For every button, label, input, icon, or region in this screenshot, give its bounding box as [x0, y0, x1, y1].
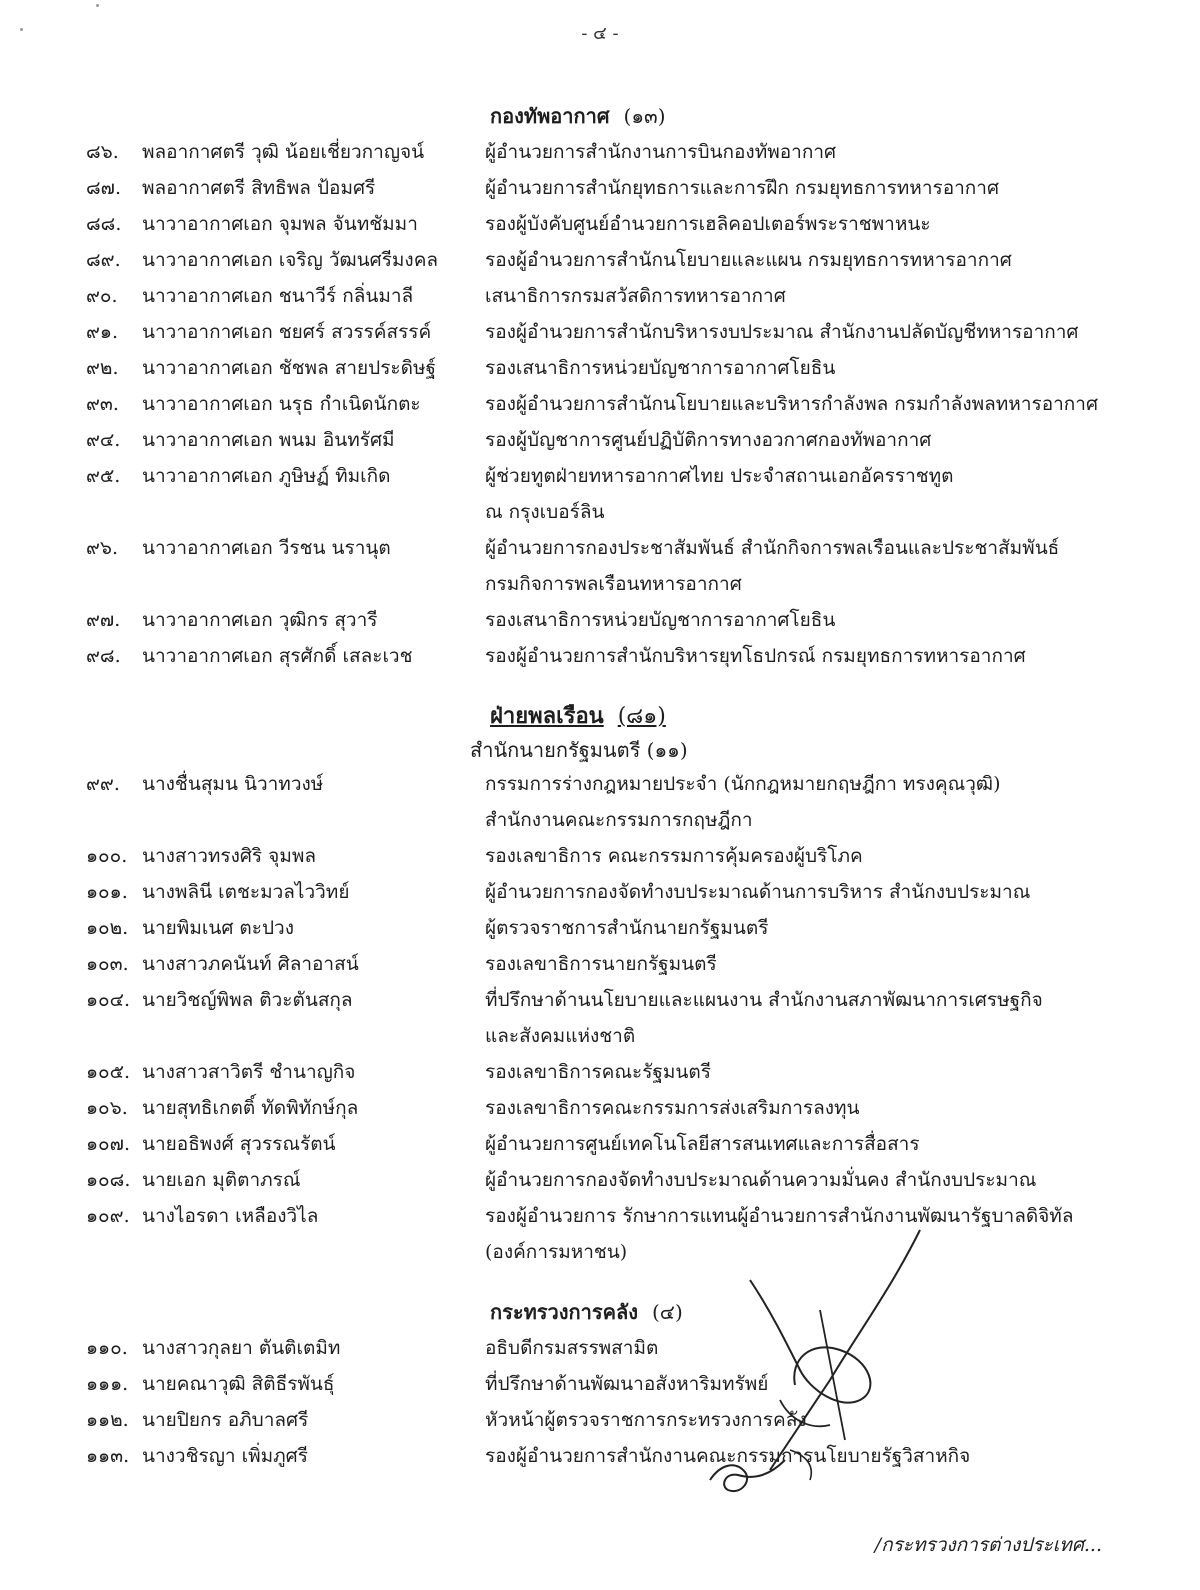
section-count: (๘๑) [617, 704, 666, 729]
person-name: นาวาอากาศเอก วีรชน นรานุต [142, 537, 391, 559]
item-number: ๙๒. [86, 357, 119, 379]
item-number: ๑๑๒. [86, 1409, 129, 1431]
person-name: พลอากาศตรี สิทธิพล ป้อมศรี [142, 177, 376, 199]
page-number: - ๔ - [581, 23, 619, 44]
item-number: ๙๐. [86, 285, 118, 307]
item-number: ๘๙. [86, 249, 121, 271]
list-item [0, 278, 1200, 314]
section-heading-civil [490, 698, 666, 733]
item-number: ๑๐๗. [86, 1133, 130, 1155]
person-name: นางสาวทรงศิริ จุมพล [142, 845, 317, 867]
position-title: ผู้อำนวยการกองประชาสัมพันธ์ สำนักกิจการพลเรือนและประชาสัมพันธ์ [485, 537, 1060, 559]
person-name: นางชื่นสุมน นิวาทวงษ์ [142, 773, 324, 795]
position-title: รองเลขาธิการคณะกรรมการส่งเสริมการลงทุน [485, 1097, 860, 1119]
list-item [0, 766, 1200, 831]
list-item [0, 874, 1200, 910]
person-name: นาวาอากาศเอก สุรศักดิ์ เสละเวช [142, 645, 413, 667]
list-item [0, 206, 1200, 242]
scan-speck [96, 4, 99, 7]
person-name: นางสาวสาวิตรี ชำนาญกิจ [142, 1061, 356, 1083]
position-title: ผู้อำนวยการสำนักยุทธการและการฝึก กรมยุทธการทหารอากาศ [485, 177, 1000, 199]
item-number: ๑๐๘. [86, 1169, 131, 1191]
person-name: นาวาอากาศเอก ภูษิษฏ์ ทิมเกิด [142, 465, 391, 487]
list-item [0, 1090, 1200, 1126]
position-title: รองผู้อำนวยการสำนักนโยบายและบริหารกำลังพล กรมกำลังพลทหารอากาศ [485, 393, 1099, 415]
item-number: ๑๐๔. [86, 989, 131, 1011]
position-title: หัวหน้าผู้ตรวจราชการกระทรวงการคลัง [485, 1409, 807, 1431]
continuation-footer: /กระทรวงการต่างประเทศ... [874, 1534, 1102, 1556]
list-item [0, 1402, 1200, 1438]
person-name: นาวาอากาศเอก ชนาวีร์ กลิ่นมาลี [142, 285, 414, 307]
position-title: รองผู้บังคับศูนย์อำนวยการเฮลิคอปเตอร์พระราชพาหนะ [485, 213, 931, 235]
item-number: ๑๐๑. [86, 881, 128, 903]
position-title: รองผู้อำนวยการสำนักบริหารงบประมาณ สำนักงานปลัดบัญชีทหารอากาศ [485, 321, 1079, 343]
section-title: ฝ่ายพลเรือน [490, 703, 604, 729]
person-name: นาวาอากาศเอก นรุธ กำเนิดนักตะ [142, 393, 421, 415]
position-title: ผู้อำนวยการสำนักงานการบินกองทัพอากาศ [485, 141, 837, 163]
person-name: นายอธิพงศ์ สุวรรณรัตน์ [142, 1133, 336, 1155]
person-name: นาวาอากาศเอก พนม อินทรัศมี [142, 429, 395, 451]
position-title: ผู้ตรวจราชการสำนักนายกรัฐมนตรี [485, 917, 769, 939]
list-item [0, 134, 1200, 170]
list-item [0, 530, 1200, 595]
item-number: ๙๗. [86, 609, 121, 631]
position-title: รองผู้อำนวยการสำนักบริหารยุทโธปกรณ์ กรมยุทธการทหารอากาศ [485, 645, 1026, 667]
list-item [0, 1366, 1200, 1402]
item-number: ๑๑๓. [86, 1445, 130, 1467]
item-number: ๑๐๙. [86, 1205, 130, 1227]
item-number: ๙๘. [86, 645, 121, 667]
item-number: ๑๑๐. [86, 1337, 128, 1359]
person-name: นายพิมเนศ ตะปวง [142, 917, 294, 939]
position-title: รองเลขาธิการคณะรัฐมนตรี [485, 1061, 711, 1083]
person-name: นางพลินี เตชะมวลไววิทย์ [142, 881, 350, 903]
item-number: ๑๐๒. [86, 917, 129, 939]
item-number: ๑๐๕. [86, 1061, 131, 1083]
position-title: รองผู้บัญชาการศูนย์ปฏิบัติการทางอวกาศกองทัพอากาศ [485, 429, 932, 451]
person-name: พลอากาศตรี วุฒิ น้อยเชี่ยวกาญจน์ [142, 141, 425, 163]
item-number: ๙๓. [86, 393, 119, 415]
list-item [0, 170, 1200, 206]
list-item [0, 910, 1200, 946]
list-item [0, 982, 1200, 1047]
person-name: นาวาอากาศเอก จุมพล จันทชัมมา [142, 213, 418, 235]
list-item [0, 602, 1200, 638]
position-title: รองเลขาธิการ คณะกรรมการคุ้มครองผู้บริโภค [485, 845, 863, 867]
list-item [0, 386, 1200, 422]
subsection-heading-pm-office: สำนักนายกรัฐมนตรี (๑๑) [470, 738, 688, 762]
item-number: ๑๑๑. [86, 1373, 129, 1395]
list-item [0, 838, 1200, 874]
section-heading-finance [490, 1296, 683, 1328]
position-title: ผู้ช่วยทูตฝ่ายทหารอากาศไทย ประจำสถานเอกอัครราชทูต [485, 465, 954, 487]
item-number: ๘๘. [86, 213, 122, 235]
handwritten-signature [690, 1210, 930, 1510]
position-title: รองผู้อำนวยการสำนักนโยบายและแผน กรมยุทธการทหารอากาศ [485, 249, 1012, 271]
list-item [0, 1198, 1200, 1263]
position-title-continued: ณ กรุงเบอร์ลิน [485, 501, 605, 523]
person-name: นางสาวภคนันท์ ศิลาอาสน์ [142, 953, 359, 975]
person-name: นางไอรดา เหลืองวิไล [142, 1205, 319, 1227]
person-name: นายสุทธิเกตติ์ ทัดพิทักษ์กุล [142, 1097, 359, 1119]
item-number: ๙๔. [86, 429, 121, 451]
list-item [0, 946, 1200, 982]
position-title: อธิบดีกรมสรรพสามิต [485, 1337, 659, 1359]
list-item [0, 1054, 1200, 1090]
position-title: รองเสนาธิการหน่วยบัญชาการอากาศโยธิน [485, 609, 836, 631]
item-number: ๙๕. [86, 465, 121, 487]
item-number: ๙๖. [86, 537, 119, 559]
item-number: ๑๐๐. [86, 845, 128, 867]
position-title: รองเสนาธิการหน่วยบัญชาการอากาศโยธิน [485, 357, 836, 379]
person-name: นายเอก มุติตาภรณ์ [142, 1169, 301, 1191]
section-count: (๑๓) [623, 104, 666, 128]
position-title: ที่ปรึกษาด้านพัฒนาอสังหาริมทรัพย์ [485, 1373, 769, 1395]
section-title: กระทรวงการคลัง [490, 1300, 638, 1324]
person-name: นายวิชญ์พิพล ติวะตันสกุล [142, 989, 353, 1011]
list-item [0, 1438, 1200, 1474]
person-name: นาวาอากาศเอก ชัชพล สายประดิษฐ์ [142, 357, 436, 379]
list-item [0, 422, 1200, 458]
item-number: ๑๐๖. [86, 1097, 128, 1119]
position-title: ผู้อำนวยการกองจัดทำงบประมาณด้านความมั่นคง สำนักงบประมาณ [485, 1169, 1037, 1191]
list-item [0, 1330, 1200, 1366]
section-title: กองทัพอากาศ [490, 104, 610, 128]
list-item [0, 1126, 1200, 1162]
item-number: ๙๑. [86, 321, 119, 343]
position-title: รองผู้อำนวยการสำนักงานคณะกรรมการนโยบายรัฐวิสาหกิจ [485, 1445, 971, 1467]
position-title: เสนาธิการกรมสวัสดิการทหารอากาศ [485, 285, 786, 307]
person-name: นางวชิรญา เพิ่มภูศรี [142, 1445, 308, 1467]
position-title-continued: (องค์การมหาชน) [485, 1241, 628, 1263]
position-title-continued: และสังคมแห่งชาติ [485, 1025, 636, 1047]
person-name: นาวาอากาศเอก วุฒิกร สุวารี [142, 609, 378, 631]
list-item [0, 350, 1200, 386]
person-name: นาวาอากาศเอก เจริญ วัฒนศรีมงคล [142, 249, 439, 271]
list-item [0, 638, 1200, 674]
list-item [0, 314, 1200, 350]
person-name: นาวาอากาศเอก ชยศร์ สวรรค์สรรค์ [142, 321, 432, 343]
list-item [0, 458, 1200, 523]
position-title: ผู้อำนวยการกองจัดทำงบประมาณด้านการบริหาร สำนักงบประมาณ [485, 881, 1031, 903]
list-item [0, 1162, 1200, 1198]
list-item [0, 242, 1200, 278]
item-number: ๑๐๓. [86, 953, 129, 975]
position-title: กรรมการร่างกฎหมายประจำ (นักกฎหมายกฤษฎีกา ทรงคุณวุฒิ) [485, 773, 1001, 795]
section-heading-airforce [490, 100, 666, 132]
position-title: ผู้อำนวยการศูนย์เทคโนโลยีสารสนเทศและการสื่อสาร [485, 1133, 920, 1155]
item-number: ๘๗. [86, 177, 121, 199]
item-number: ๘๖. [86, 141, 119, 163]
section-count: (๔) [652, 1300, 683, 1324]
person-name: นายปิยกร อภิบาลศรี [142, 1409, 309, 1431]
item-number: ๙๙. [86, 773, 120, 795]
person-name: นางสาวกุลยา ตันติเตมิท [142, 1337, 341, 1359]
position-title: รองผู้อำนวยการ รักษาการแทนผู้อำนวยการสำนักงานพัฒนารัฐบาลดิจิทัล [485, 1205, 1074, 1227]
position-title-continued: สำนักงานคณะกรรมการกฤษฎีกา [485, 809, 753, 831]
position-title: ที่ปรึกษาด้านนโยบายและแผนงาน สำนักงานสภาพัฒนาการเศรษฐกิจ [485, 989, 1043, 1011]
position-title-continued: กรมกิจการพลเรือนทหารอากาศ [485, 573, 742, 595]
person-name: นายคณาวุฒิ สิติธีรพันธุ์ [142, 1373, 335, 1395]
position-title: รองเลขาธิการนายกรัฐมนตรี [485, 953, 717, 975]
